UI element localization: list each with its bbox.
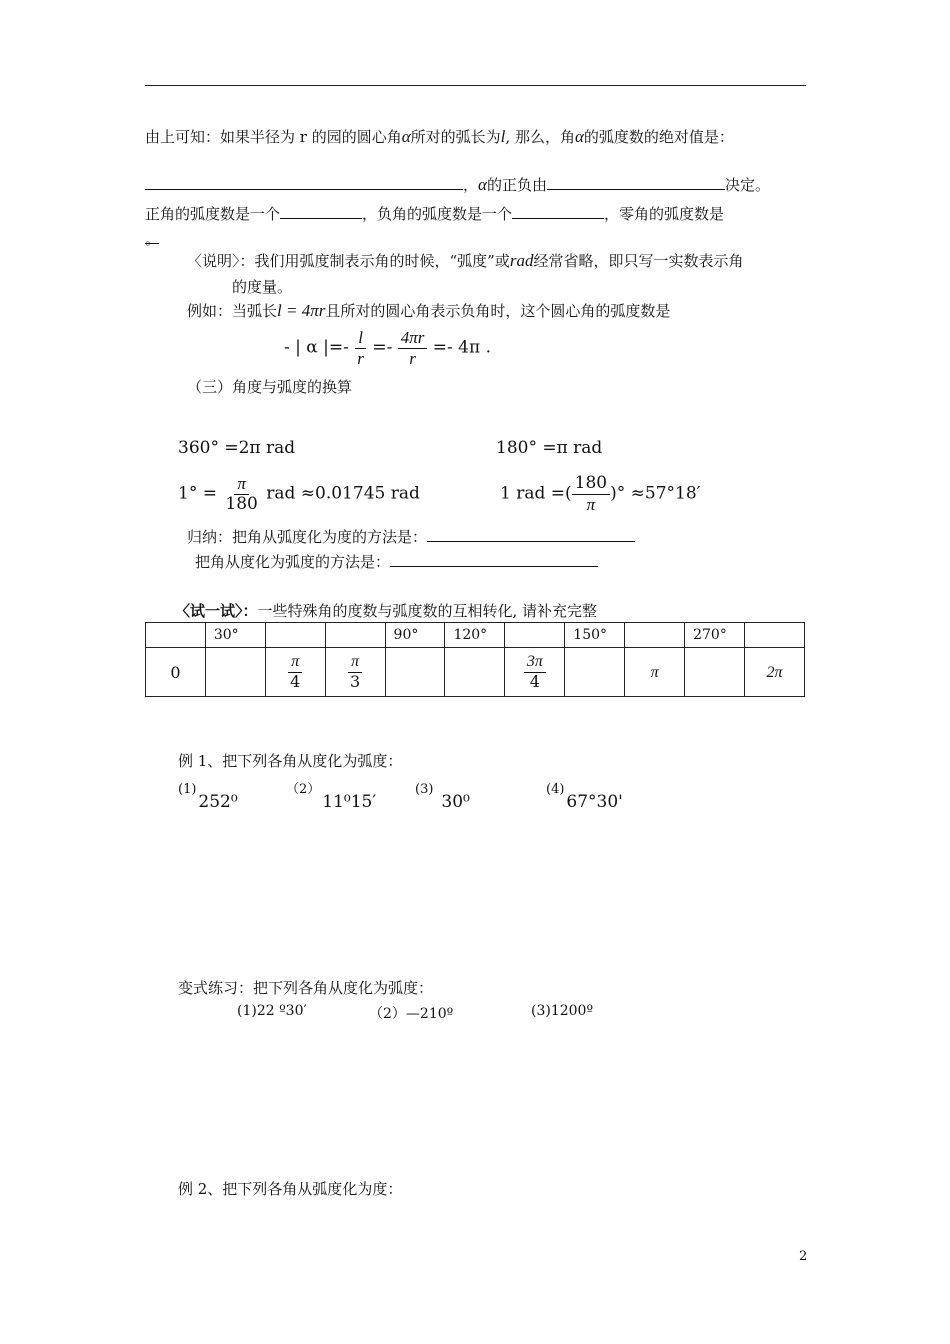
intro-line-4: 。 bbox=[145, 230, 161, 248]
summary-line-1: 归纳：把角从弧度化为度的方法是： bbox=[187, 526, 635, 547]
radian-cell[interactable] bbox=[565, 648, 625, 697]
fraction-180-over-pi: $\frac{180}{\pi}$ bbox=[572, 474, 610, 514]
radian-cell[interactable]: $\frac{\pi}{3}$ bbox=[325, 648, 385, 697]
conversion-180: 180° =π rad bbox=[496, 438, 603, 458]
variant-title: 变式练习：把下列各角从度化为弧度： bbox=[178, 979, 434, 997]
degree-row bbox=[146, 623, 805, 648]
radian-cell[interactable]: $\frac{\pi}{4}$ bbox=[265, 648, 325, 697]
degree-cell[interactable] bbox=[625, 623, 685, 648]
radian-cell[interactable]: 2π bbox=[745, 648, 805, 697]
radian-cell[interactable]: $\frac{3\pi}{4}$ bbox=[505, 648, 565, 697]
degree-cell[interactable]: 120° bbox=[445, 623, 505, 648]
variant-item-3: (3)1200º bbox=[531, 1003, 594, 1019]
radian-cell[interactable] bbox=[385, 648, 445, 697]
radian-cell[interactable]: 0 bbox=[146, 648, 206, 697]
note-line-2: 的度量。 bbox=[232, 278, 293, 296]
radian-cell[interactable] bbox=[445, 648, 505, 697]
fraction-l-over-r: $\frac{l}{r}$ bbox=[354, 328, 367, 368]
example1-item-2: （2）11⁰15′ bbox=[286, 782, 377, 812]
example-intro-line: 例如：当弧长l = 4πr且所对的圆心角表示负角时，这个圆心角的弧度数是 bbox=[187, 301, 671, 320]
degree-cell[interactable] bbox=[265, 623, 325, 648]
example1-item-1: (1)252⁰ bbox=[178, 782, 238, 812]
angle-conversion-table bbox=[145, 622, 805, 697]
answer-blank-rad-to-deg[interactable] bbox=[427, 526, 635, 542]
answer-blank-positive[interactable] bbox=[280, 203, 362, 219]
answer-blank-sign[interactable] bbox=[547, 174, 725, 190]
degree-cell[interactable] bbox=[146, 623, 206, 648]
note-line-1: 〈说明〉：我们用弧度制表示角的时候，“弧度”或rad经常省略，即只写一实数表示角 bbox=[187, 251, 744, 270]
degree-cell[interactable] bbox=[745, 623, 805, 648]
radian-row bbox=[146, 648, 805, 697]
try-it-line: 〈试一试〉：一些特殊角的度数与弧度数的互相转化, 请补充完整 bbox=[175, 602, 598, 620]
degree-cell[interactable] bbox=[505, 623, 565, 648]
intro-line-2: ，α的正负由 决定。 bbox=[145, 174, 770, 195]
page-number: 2 bbox=[799, 1249, 808, 1264]
conversion-1-degree: 1° = $\frac{\pi}{180}$ rad ≈0.01745 rad bbox=[178, 474, 420, 514]
header-rule bbox=[145, 85, 806, 86]
summary-line-2: 把角从度化为弧度的方法是： bbox=[195, 551, 598, 572]
fraction-pi-over-180: $\frac{\pi}{180}$ bbox=[225, 474, 258, 514]
degree-cell[interactable] bbox=[325, 623, 385, 648]
radian-cell[interactable]: π bbox=[625, 648, 685, 697]
intro-line-3: 正角的弧度数是一个 ，负角的弧度数是一个 ，零角的弧度数是 bbox=[145, 205, 725, 223]
example1-item-4: (4)67°30' bbox=[546, 782, 623, 812]
example1-title: 例 1、把下列各角从度化为弧度： bbox=[178, 752, 403, 770]
variant-item-2: （2）—210º bbox=[369, 1006, 454, 1022]
conversion-360: 360° =2π rad bbox=[178, 438, 296, 458]
conversion-1-rad: 1 rad =( $\frac{180}{\pi}$ )° ≈57°18′ bbox=[500, 473, 701, 514]
example-intro-equation: - | α |=- $\frac{l}{r}$ =- $\frac{4\pi r}{r}$ =- 4π . bbox=[284, 328, 491, 368]
example1-item-3: (3)30⁰ bbox=[415, 782, 470, 812]
section3-title: （三）角度与弧度的换算 bbox=[187, 378, 353, 396]
intro-line-1: 由上可知：如果半径为 r 的园的圆心角α所对的弧长为l, 那么，角α的弧度数的绝对值是： bbox=[145, 127, 734, 146]
degree-cell[interactable]: 30° bbox=[205, 623, 265, 648]
variant-item-1: (1)22 º30′ bbox=[237, 1003, 307, 1019]
fraction-4pir-over-r: $\frac{4\pi r}{r}$ bbox=[398, 328, 428, 368]
answer-blank-negative[interactable] bbox=[512, 203, 604, 219]
radian-cell[interactable] bbox=[685, 648, 745, 697]
answer-blank-abs-value[interactable] bbox=[145, 174, 463, 190]
example2-title: 例 2、把下列各角从弧度化为度： bbox=[178, 1180, 403, 1198]
answer-blank-deg-to-rad[interactable] bbox=[390, 551, 598, 567]
degree-cell[interactable]: 150° bbox=[565, 623, 625, 648]
radian-cell[interactable] bbox=[205, 648, 265, 697]
degree-cell[interactable]: 270° bbox=[685, 623, 745, 648]
degree-cell[interactable]: 90° bbox=[385, 623, 445, 648]
